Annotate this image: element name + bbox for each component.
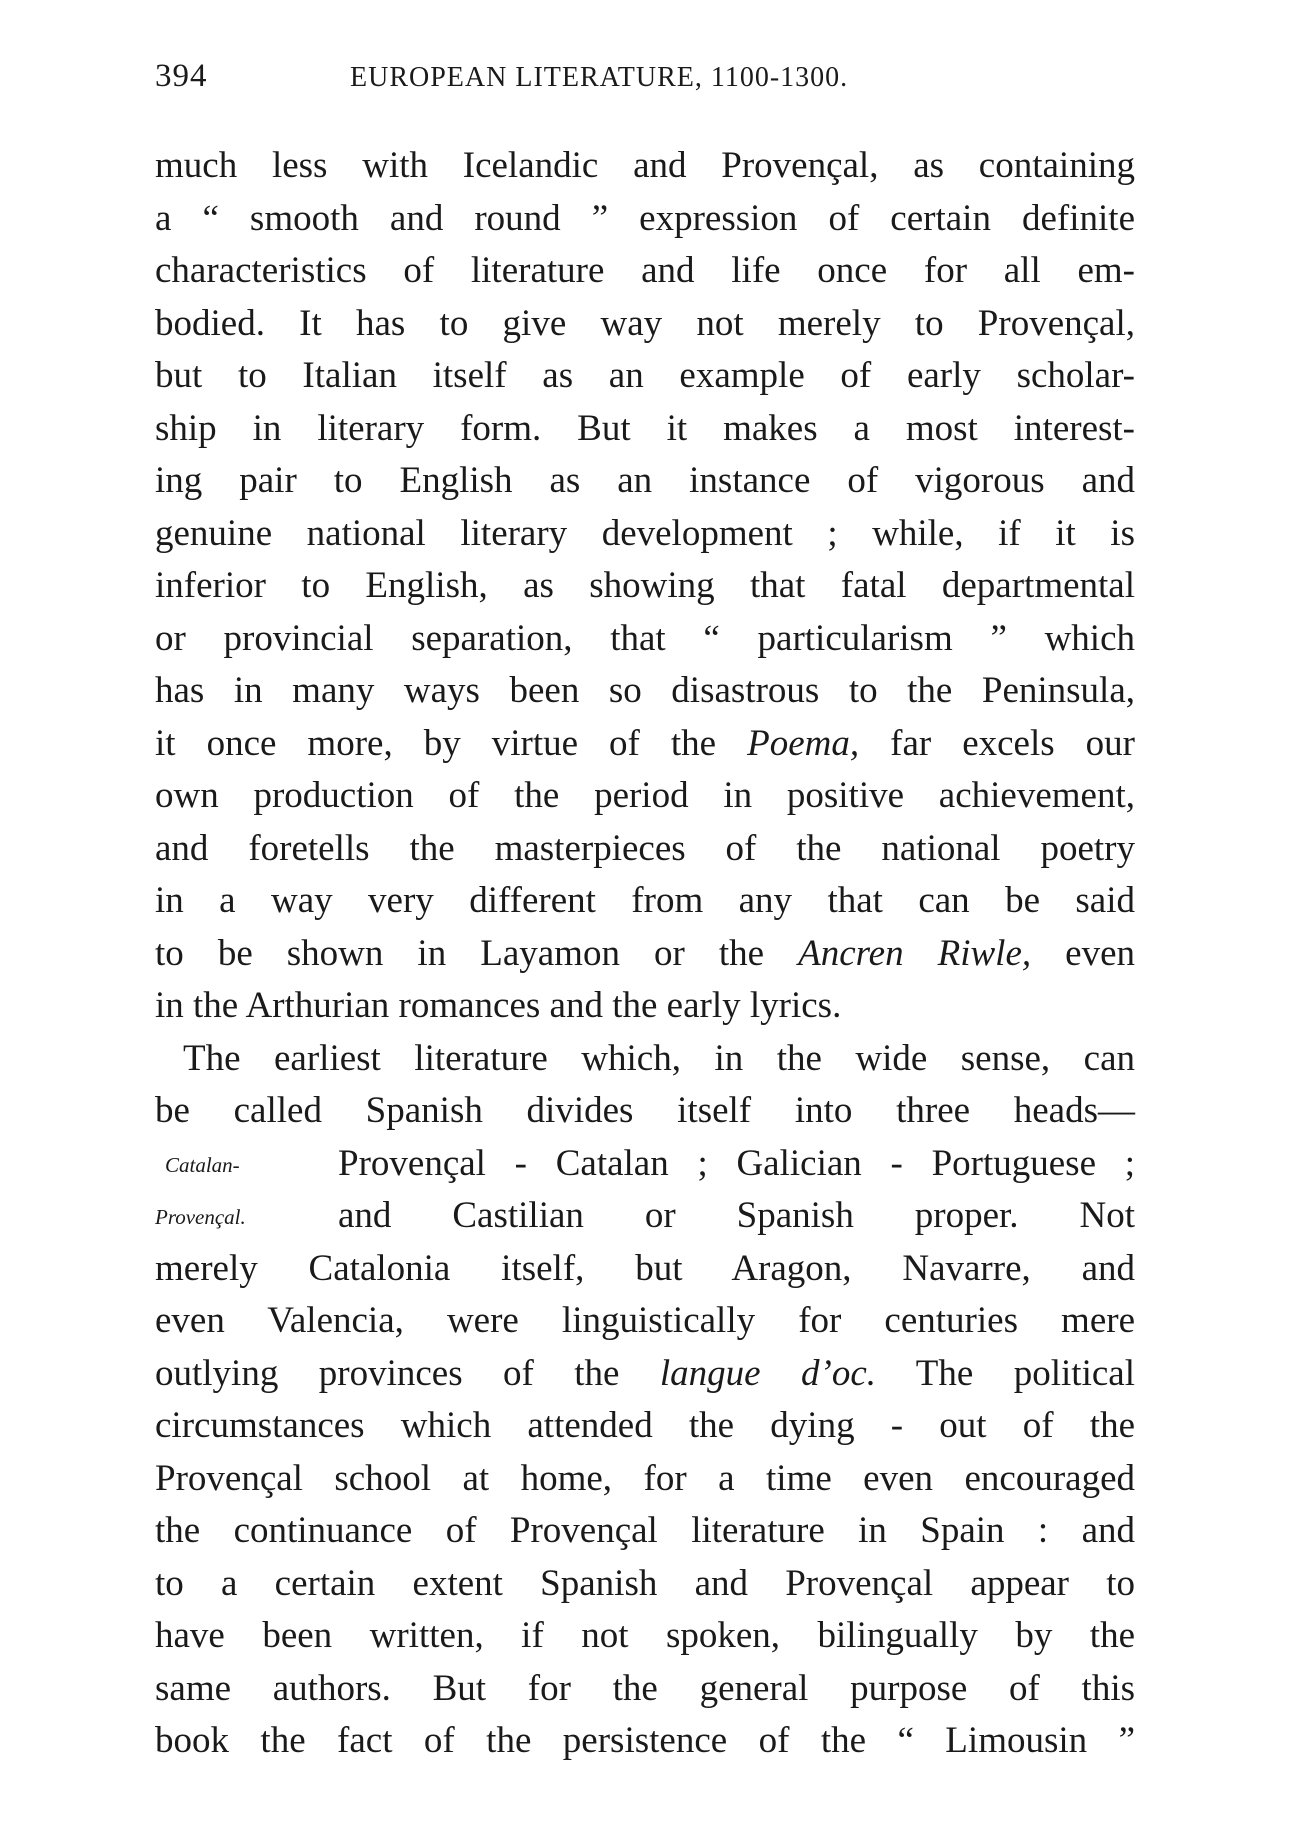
text-line: same authors. But for the general purpose of this bbox=[155, 1667, 1135, 1709]
text-line: book the fact of the persistence of the “ Limousin ” bbox=[155, 1720, 1135, 1761]
text-line: ship in literary form. But it makes a most interest- bbox=[155, 407, 1135, 449]
running-head bbox=[155, 58, 1135, 98]
text-line: circumstances which attended the dying - out of the bbox=[155, 1405, 1135, 1446]
text-line: bodied. It has to give way not merely to Provençal, bbox=[155, 302, 1135, 344]
running-title: EUROPEAN LITERATURE, 1100-1300. bbox=[350, 62, 849, 93]
text-run: to be shown in Layamon or the bbox=[155, 932, 799, 974]
text-line: much less with Icelandic and Provençal, as containing bbox=[155, 145, 1135, 186]
text-run: outlying provinces of the bbox=[155, 1352, 660, 1394]
text-line: but to Italian itself as an example of early scholar- bbox=[155, 355, 1135, 396]
margin-note-line: Catalan- bbox=[165, 1152, 240, 1177]
text-run: it once more, by virtue of the bbox=[155, 722, 748, 764]
page-number: 394 bbox=[155, 58, 208, 94]
text-line: have been written, if not spoken, bilingually by the bbox=[155, 1615, 1135, 1656]
text-line: The earliest literature which, in the wide sense, can bbox=[183, 1037, 1135, 1079]
margin-note-line: Provençal. bbox=[155, 1204, 246, 1229]
text-line bbox=[155, 928, 1135, 981]
text-line: and Castilian or Spanish proper. Not bbox=[338, 1195, 1135, 1236]
text-line: merely Catalonia itself, but Aragon, Navarre, and bbox=[155, 1247, 1135, 1289]
text-line: be called Spanish divides itself into three heads— bbox=[155, 1090, 1135, 1131]
text-line: to a certain extent Spanish and Provençal appear to bbox=[155, 1562, 1135, 1604]
italic-title-poema: Poema, bbox=[747, 722, 860, 764]
text-run: far excels our bbox=[859, 722, 1135, 764]
text-run: The political bbox=[876, 1352, 1135, 1394]
text-line bbox=[155, 1348, 1135, 1401]
text-line: in a way very different from any that can be said bbox=[155, 880, 1135, 921]
text-line: even Valencia, were linguistically for centuries mere bbox=[155, 1300, 1135, 1341]
paragraph-2 bbox=[155, 1033, 1135, 1768]
text-line: or provincial separation, that “ particularism ” which bbox=[155, 617, 1135, 659]
text-line: own production of the period in positive achievement, bbox=[155, 775, 1135, 816]
italic-title-ancren-riwle: Ancren Riwle, bbox=[798, 932, 1032, 974]
text-line: and foretells the masterpieces of the national poetry bbox=[155, 827, 1135, 869]
text-line: genuine national literary development ; while, if it is bbox=[155, 512, 1135, 554]
text-line: has in many ways been so disastrous to the Peninsula, bbox=[155, 670, 1135, 711]
text-run: even bbox=[1031, 932, 1136, 974]
body-text bbox=[155, 140, 1135, 1768]
text-line: Provençal school at home, for a time even encouraged bbox=[155, 1457, 1135, 1499]
text-line: in the Arthurian romances and the early lyrics. bbox=[155, 985, 842, 1026]
text-line: ing pair to English as an instance of vigorous and bbox=[155, 460, 1135, 501]
text-run: Provençal - Catalan ; Galician - Portuguese ; bbox=[338, 1142, 1135, 1184]
text-line: inferior to English, as showing that fatal departmental bbox=[155, 565, 1135, 606]
text-line: the continuance of Provençal literature in Spain : and bbox=[155, 1510, 1135, 1551]
italic-phrase-langue-doc: langue d’oc. bbox=[659, 1352, 877, 1394]
paragraph-1 bbox=[155, 140, 1135, 1033]
text-line bbox=[155, 718, 1135, 771]
text-line: characteristics of literature and life once for all em- bbox=[155, 250, 1135, 291]
text-line: a “ smooth and round ” expression of certain definite bbox=[155, 197, 1135, 239]
